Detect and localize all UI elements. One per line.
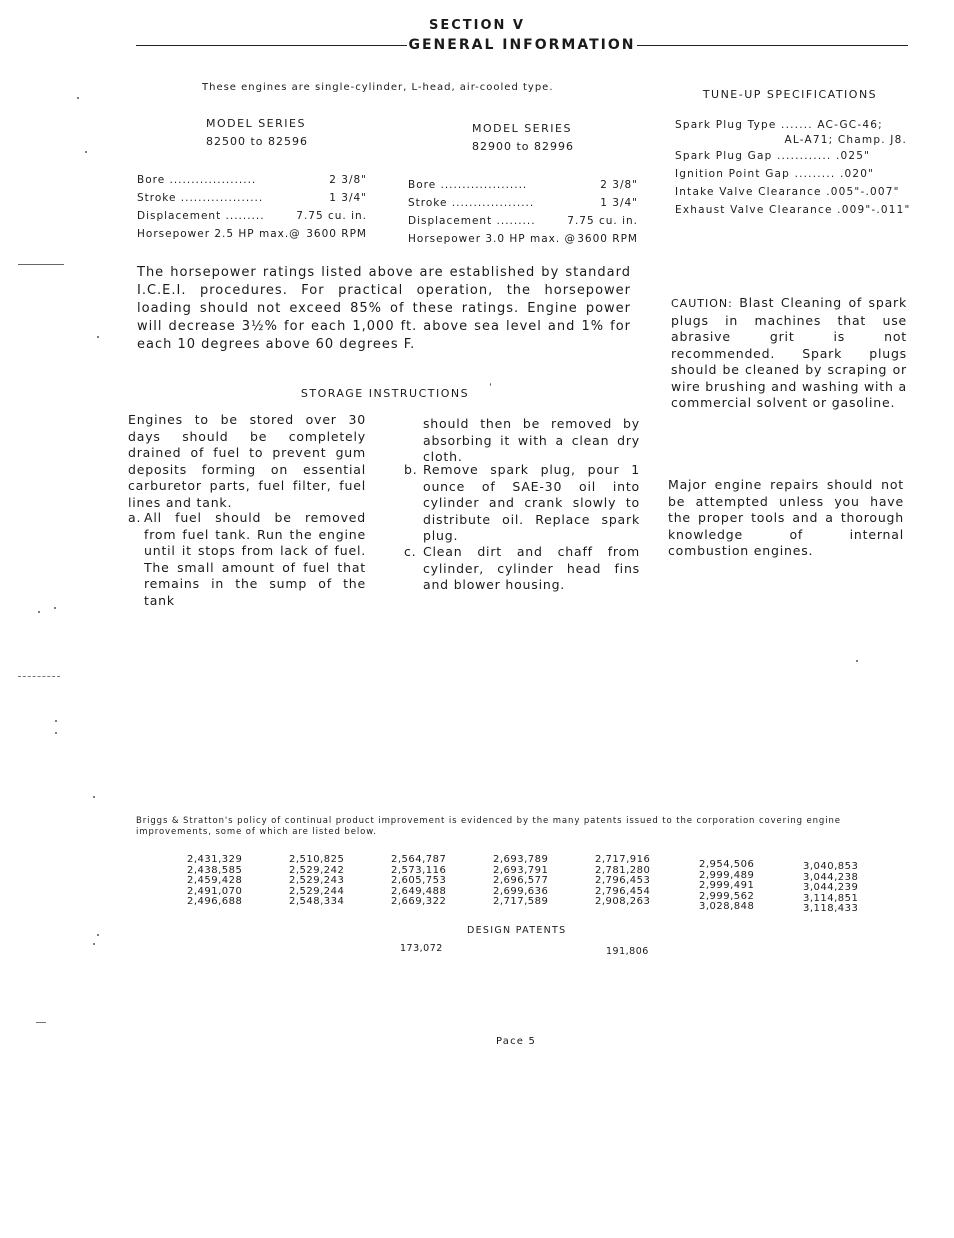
tune-up-specs <box>675 116 911 219</box>
patent-column: 2,954,506 2,999,489 2,999,491 2,999,562 3,028,848 <box>699 859 755 912</box>
spec-row: Bore .................... 2 3/8" <box>137 174 367 186</box>
storage-item-b-text: Remove spark plug, pour 1 ounce of SAE-30 oil into cylinder and crank slowly to distribute oil. Replace spark plug. <box>423 462 640 543</box>
tune-up-row: Exhaust Valve Clearance .009"-.011" <box>675 204 911 216</box>
spec-row: Horsepower 3.0 HP max. @ 3600 RPM <box>408 233 638 245</box>
patent-column: 2,564,787 2,573,116 2,605,753 2,649,488 2,669,322 <box>391 854 447 907</box>
spec-row: Stroke ................... 1 3/4" <box>137 192 367 204</box>
horsepower-note: The horsepower ratings listed above are established by standard I.C.E.I. procedures. For practical operation, the horsepower loading should not exceed 85% of these ratings. Engine power will decrease 3½% for each 1,000 ft. above sea level and 1% for each 10 degrees above 60 degrees F. <box>137 265 631 352</box>
caution-label: CAUTION: <box>671 297 733 310</box>
list-marker: a. <box>128 510 142 525</box>
storage-item-a-text: All fuel should be removed from fuel tank. Run the engine until it stops from lack of fuel. The small amount of fuel that remains in the sump of the tank <box>144 510 366 608</box>
storage-item-a <box>128 510 366 609</box>
patent-column: 2,717,916 2,781,280 2,796,453 2,796,454 2,908,263 <box>595 854 651 907</box>
tune-up-row: Intake Valve Clearance .005"-.007" <box>675 186 900 198</box>
patent-column: 2,431,329 2,438,585 2,459,428 2,491,070 2,496,688 <box>187 854 243 907</box>
patent-column: 2,693,789 2,693,791 2,696,577 2,699,636 2,717,589 <box>493 854 549 907</box>
model-series-b-specs <box>408 176 638 248</box>
patents-intro: Briggs & Stratton's policy of continual product improvement is evidenced by the many patents issued to the corporation covering engine improvements, some of which are listed below. <box>136 816 841 837</box>
storage-item-c-text: Clean dirt and chaff from cylinder, cylinder head fins and blower housing. <box>423 544 640 592</box>
patent-column: 3,040,853 3,044,238 3,044,239 3,114,851 3,118,433 <box>803 861 859 914</box>
spec-row: Displacement ......... 7.75 cu. in. <box>137 210 367 222</box>
spec-row: Horsepower 2.5 HP max.@ 3600 RPM <box>137 228 367 240</box>
model-series-a-heading: MODEL SERIES <box>206 117 306 130</box>
caution-text: Blast Cleaning of spark plugs in machines that use abrasive grit is not recommended. Spark plugs should be cleaned by scraping or wire brushing and washing with a commercial solvent or gasoline. <box>671 295 908 410</box>
design-patents-heading: DESIGN PATENTS <box>467 925 567 936</box>
spec-row: Displacement ......... 7.75 cu. in. <box>408 215 638 227</box>
intro-text: These engines are single-cylinder, L-head, air-cooled type. <box>202 82 554 93</box>
model-series-a <box>206 117 336 148</box>
model-series-b-range: 82900 to 82996 <box>472 140 575 153</box>
page-number: Pace 5 <box>496 1036 537 1047</box>
design-patent: 173,072 <box>400 943 443 954</box>
list-marker: c. <box>404 544 417 559</box>
spec-row: Stroke ................... 1 3/4" <box>408 197 638 209</box>
tune-up-row: Spark Plug Gap ............ .025" <box>675 150 871 162</box>
tune-up-row: AL-A71; Champ. J8. <box>784 134 907 146</box>
storage-intro: Engines to be stored over 30 days should be completely drained of fuel to prevent gum deposits forming on essential carburetor parts, fuel filter, fuel lines and tank. <box>128 412 366 510</box>
model-series-b-heading: MODEL SERIES <box>472 122 572 135</box>
model-series-a-range: 82500 to 82596 <box>206 135 309 148</box>
caution-note <box>671 295 907 412</box>
patents-table <box>187 855 907 925</box>
model-series-b <box>472 122 602 153</box>
list-marker: b. <box>404 462 418 477</box>
tune-up-row: Spark Plug Type ....... AC-GC-46; <box>675 119 883 131</box>
storage-item-c <box>404 544 640 594</box>
tune-up-heading: TUNE-UP SPECIFICATIONS <box>702 88 878 101</box>
design-patent: 191,806 <box>606 946 649 957</box>
spec-row: Bore .................... 2 3/8" <box>408 179 638 191</box>
patent-column: 2,510,825 2,529,242 2,529,243 2,529,244 2,548,334 <box>289 854 345 907</box>
storage-item-a-continued: should then be removed by absorbing it with a clean dry cloth. <box>423 416 640 464</box>
storage-heading: STORAGE INSTRUCTIONS <box>300 387 470 400</box>
repairs-note: Major engine repairs should not be attempted unless you have the proper tools and a thorough knowledge of internal combustion engines. <box>668 477 904 558</box>
section-title: GENERAL INFORMATION <box>408 37 636 53</box>
section-label: SECTION V <box>428 18 525 33</box>
tune-up-row: Ignition Point Gap ......... .020" <box>675 168 875 180</box>
model-series-a-specs <box>137 171 367 243</box>
storage-item-b <box>404 462 640 545</box>
section-title-rule <box>136 37 908 53</box>
